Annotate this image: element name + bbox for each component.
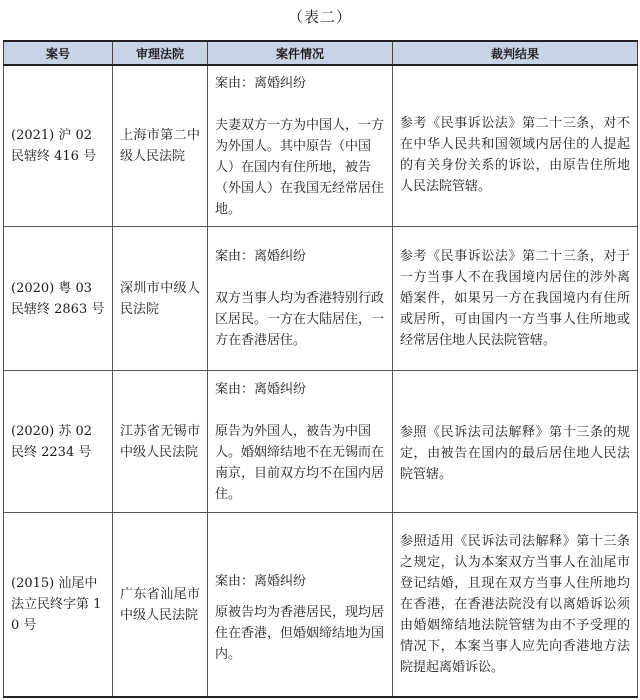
case-facts: 夫妻双方一方为中国人，一方为外国人。其中原告（中国人）在国内有住所地，被告（外国人）在我国无经常居住地。	[215, 117, 385, 217]
ruling-cell	[393, 371, 638, 513]
table-row	[4, 65, 638, 227]
case-facts: 原被告均为香港居民，现均居住在香港，但婚姻缔结地为国内。	[215, 605, 385, 662]
header-case-no: 案号	[4, 41, 113, 65]
ruling-text: 参考《民事诉讼法》第二十三条，对于一方当事人不在我国境内居住的涉外离婚案件，如果另一方在我国境内有住所或居所，可由国内一方当事人住所地或经常居住地人民法院管辖。	[400, 249, 630, 348]
table-row	[4, 371, 638, 513]
case-number: (2015) 汕尾中法立民终字第 10 号	[4, 513, 113, 698]
case-facts: 双方当事人均为香港特别行政区居民。一方在大陆居住，一方在香港居住。	[215, 291, 385, 348]
table-row	[4, 513, 638, 698]
header-case-facts: 案件情况	[208, 41, 393, 65]
ruling-text: 参照适用《民诉法司法解释》第十三条之规定，认为本案双方当事人在汕尾市登记结婚，且现在双方当事人住所地均在香港，在香港法院没有以离婚诉讼须由婚姻缔结地法院管辖为由不予受理的情况下，本案当事人应先向香港地方法院提起离婚诉讼。	[400, 534, 630, 675]
case-facts-cell	[208, 513, 393, 698]
ruling-text: 参照《民诉法司法解释》第十三条的规定，由被告在国内的最后居住地人民法院管辖。	[400, 425, 630, 482]
case-number: (2020) 粤 03 民辖终 2863 号	[4, 227, 113, 371]
case-number: (2021) 沪 02 民辖终 416 号	[4, 65, 113, 227]
case-cause: 案由：离婚纠纷	[215, 249, 307, 264]
court-name: 深圳市中级人民法院	[113, 227, 208, 371]
ruling-cell	[393, 65, 638, 227]
case-cause: 案由：离婚纠纷	[215, 381, 307, 397]
table-caption: （表二）	[287, 8, 352, 26]
case-facts-cell	[208, 227, 393, 371]
header-ruling: 裁判结果	[393, 41, 638, 65]
ruling-cell	[393, 227, 638, 371]
ruling-text: 参考《民事诉讼法》第二十三条，对不在中华人民共和国领域内居住的人提起的有关身份关系的诉讼，由原告住所地人民法院管辖。	[400, 116, 630, 194]
case-facts: 原告为外国人，被告为中国人。婚姻缔结地不在无锡而在南京，目前双方均不在国内居住。	[215, 423, 385, 502]
case-cause: 案由：离婚纠纷	[215, 75, 307, 91]
case-cause: 案由：离婚纠纷	[215, 574, 307, 589]
court-name: 江苏省无锡市中级人民法院	[113, 371, 208, 513]
case-number: (2020) 苏 02 民终 2234 号	[4, 371, 113, 513]
court-name: 上海市第二中级人民法院	[113, 65, 208, 227]
court-name: 广东省汕尾市中级人民法院	[113, 513, 208, 698]
case-facts-cell	[208, 65, 393, 227]
cases-table	[3, 40, 638, 698]
table-row	[4, 227, 638, 371]
table-header-row	[4, 41, 638, 65]
ruling-cell	[393, 513, 638, 698]
header-court: 审理法院	[113, 41, 208, 65]
case-facts-cell	[208, 371, 393, 513]
